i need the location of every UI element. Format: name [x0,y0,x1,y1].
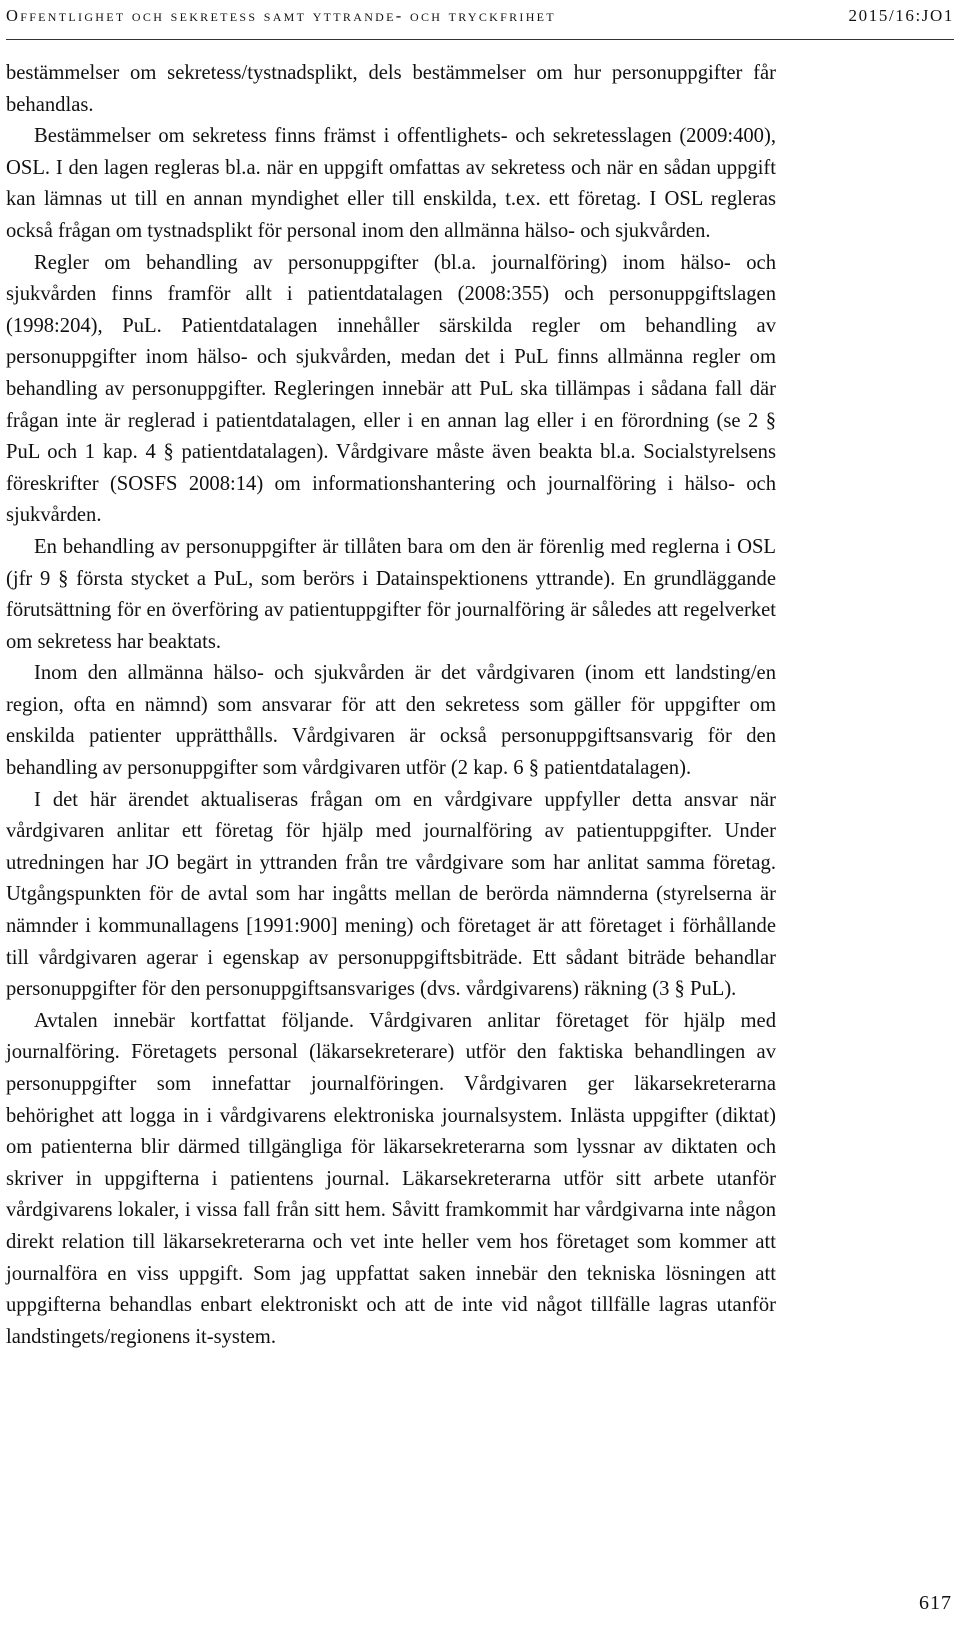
document-reference: 2015/16:JO1 [848,6,954,25]
paragraph: En behandling av personuppgifter är tillåten bara om den är förenlig med reglerna i OSL (jfr 9 § första stycket a PuL, som berörs i Datainspektionens yttrande). En grundläggande förutsättning för en överföring av patientuppgifter för journalföring är således att regelverket om sekretess har beaktats. [6,535,776,653]
paragraph: Bestämmelser om sekretess finns främst i offentlighets- och sekretesslagen (2009:400), OSL. I den lagen regleras bl.a. när en uppgift omfattas av sekretess och när en sådan uppgift kan lämnas ut till en annan myndighet eller till enskilda, t.ex. ett företag. I OSL regleras också frågan om tystnadsplikt för personal inom den allmänna hälso- och sjukvården. [6,125,776,242]
running-header [6,6,954,36]
paragraph: bestämmelser om sekretess/tystnadsplikt, dels bestämmelser om hur personuppgifter får behandlas. [6,62,776,116]
paragraph: Inom den allmänna hälso- och sjukvården är det vårdgivaren (inom ett landsting/en region, ofta en nämnd) som ansvarar för att den sekretess som gäller för uppgifter om enskilda patienter upprätthålls. Vårdgivaren är också personuppgiftsansvarig för den behandling av personuppgifter som vårdgivaren utför (2 kap. 6 § patientdatalagen). [6,662,776,780]
body-text [6,58,776,1353]
paragraph: Regler om behandling av personuppgifter (bl.a. journalföring) inom hälso- och sjukvården finns framför allt i patientdatalagen (2008:355) och personuppgiftslagen (1998:204), PuL. Patientdatalagen innehåller särskilda regler om behandling av personuppgifter inom hälso- och sjukvården, medan det i PuL finns allmänna regler om behandling av personuppgifter. Regleringen innebär att PuL ska tillämpas i sådana fall där frågan inte är reglerad i patientdatalagen, eller i en annan lag eller i en förordning (se 2 § PuL och 1 kap. 4 § patientdatalagen). Vårdgivare måste även beakta bl.a. Socialstyrelsens föreskrifter (SOSFS 2008:14) om informationshantering och journalföring i hälso- och sjukvården. [6,251,776,527]
running-header-title: Offentlighet och sekretess samt yttrande- och tryckfrihet [6,6,556,25]
header-divider [6,39,954,40]
page-number: 617 [919,1592,952,1614]
paragraph: Avtalen innebär kortfattat följande. Vårdgivaren anlitar företaget för hjälp med journalföring. Företagets personal (läkarsekreterare) utför den faktiska behandlingen av personuppgifter som innefattar journalföringen. Vårdgivaren ger läkarsekreterarna behörighet att logga in i vårdgivarens elektroniska journalsystem. Inlästa uppgifter (diktat) om patienterna blir därmed tillgängliga för läkarsekreterarna som lyssnar av diktaten och skriver in uppgifterna i patientens journal. Läkarsekreterarna utför sitt arbete utanför vårdgivarens lokaler, i vissa fall från sitt hem. Såvitt framkommit har vårdgivarna inte någon direkt relation till läkarsekreterarna och vet inte heller vem hos företaget som kommer att journalföra en viss uppgift. Som jag uppfattat saken innebär den tekniska lösningen att uppgifterna behandlas enbart elektroniskt och att de inte vid något tillfälle lagras utanför landstingets/regionens it-system. [6,1009,776,1348]
paragraph: I det här ärendet aktualiseras frågan om en vårdgivare uppfyller detta ansvar när vårdgivaren anlitar ett företag för hjälp med journalföring av patientuppgifter. Under utredningen har JO begärt in yttranden från tre vårdgivare som har anlitat samma företag. Utgångspunkten för de avtal som har ingåtts mellan de berörda nämnderna (styrelserna är nämnder i kommunallagens [1991:900] mening) och företaget är att företaget i förhållande till vårdgivaren agerar i egenskap av personuppgiftsbiträde. Ett sådant biträde behandlar personuppgifter för den personuppgiftsansvariges (dvs. vårdgivarens) räkning (3 § PuL). [6,788,776,1001]
